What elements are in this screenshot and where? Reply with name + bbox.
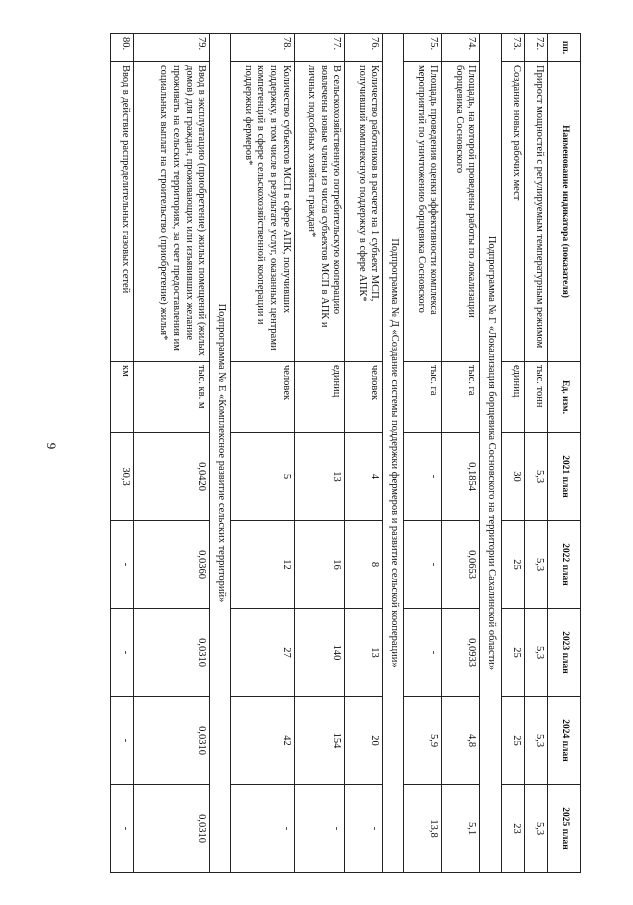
cell-plan-value: 25 <box>501 609 524 697</box>
cell-plan-value: 20 <box>345 697 383 785</box>
header-plan: 2024 план <box>548 697 581 785</box>
cell-name: Площадь, на которой проведены работы по локализации борщевика Сосновского <box>442 62 480 362</box>
cell-plan-value: 30 <box>501 433 524 521</box>
cell-plan-value: 5,3 <box>524 433 547 521</box>
cell-unit: единиц <box>294 362 345 433</box>
cell-plan-value: 0,0420 <box>134 433 210 521</box>
table-row <box>134 34 210 873</box>
cell-plan-value: 13,8 <box>404 785 442 873</box>
cell-plan-value: 0,0653 <box>442 521 480 609</box>
cell-plan-value: 5,3 <box>524 609 547 697</box>
cell-plan-value: 5,1 <box>442 785 480 873</box>
subprogram-title: Подпрограмма № Г «Локализация борщевика Сосновского на территории Сахалинской области» <box>480 34 501 873</box>
cell-plan-value: 0,0360 <box>134 521 210 609</box>
table-row <box>524 34 547 873</box>
cell-num: 80. <box>111 34 134 62</box>
cell-plan-value: - <box>294 785 345 873</box>
header-plan: 2021 план <box>548 433 581 521</box>
table-row <box>345 34 383 873</box>
cell-plan-value: 5,3 <box>524 697 547 785</box>
header-num: пп. <box>548 34 581 62</box>
cell-name: В сельскохозяйственную потребительскую кооперацию вовлечены новые члены из числа субъектов МСП в АПК и личных подсобных хозяйств граждан* <box>294 62 345 362</box>
cell-name: Количество работников в расчете на 1 субъект МСП, получивший комплексную поддержку в сфере АПК* <box>345 62 383 362</box>
table-row <box>231 34 294 873</box>
cell-plan-value: 12 <box>231 521 294 609</box>
cell-unit: тыс. га <box>404 362 442 433</box>
cell-plan-value: 5 <box>231 433 294 521</box>
cell-plan-value: - <box>345 785 383 873</box>
header-plan: 2022 план <box>548 521 581 609</box>
cell-plan-value: 13 <box>345 609 383 697</box>
table-row <box>111 34 134 873</box>
subprogram-row <box>210 34 231 873</box>
cell-num: 74. <box>442 34 480 62</box>
cell-num: 78. <box>231 34 294 62</box>
cell-plan-value: - <box>404 521 442 609</box>
cell-plan-value: 23 <box>501 785 524 873</box>
cell-name: Прирост мощностей с регулируемым температурным режимом <box>524 62 547 362</box>
page-number: 9 <box>44 442 59 450</box>
cell-plan-value: 4 <box>345 433 383 521</box>
subprogram-row <box>480 34 501 873</box>
cell-plan-value: 0,0310 <box>134 697 210 785</box>
subprogram-title: Подпрограмма № Д «Создание системы поддержки фермеров и развитие сельской кооперации» <box>383 34 404 873</box>
cell-plan-value: 5,9 <box>404 697 442 785</box>
cell-name: Количество субъектов МСП в сфере АПК, получивших поддержку, в том числе в результате услуг, оказанных центрами компетенций в сфере сельскохозяйственной кооперации и поддержки фермеров* <box>231 62 294 362</box>
cell-plan-value: 30,3 <box>111 433 134 521</box>
cell-plan-value: - <box>111 521 134 609</box>
cell-num: 75. <box>404 34 442 62</box>
header-unit: Ед. изм. <box>548 362 581 433</box>
table-row <box>501 34 524 873</box>
indicator-table <box>110 33 581 873</box>
cell-plan-value: 4,8 <box>442 697 480 785</box>
cell-unit: тыс. кв. м <box>134 362 210 433</box>
cell-plan-value: 0,1854 <box>442 433 480 521</box>
cell-num: 77. <box>294 34 345 62</box>
subprogram-title: Подпрограмма № Е «Комплексное развитие сельских территорий» <box>210 34 231 873</box>
cell-plan-value: 27 <box>231 609 294 697</box>
cell-name: Ввод в действие распределительных газовых сетей <box>111 62 134 362</box>
cell-plan-value: - <box>111 697 134 785</box>
cell-plan-value: 13 <box>294 433 345 521</box>
cell-plan-value: 0,0933 <box>442 609 480 697</box>
cell-num: 73. <box>501 34 524 62</box>
cell-unit: единиц <box>501 362 524 433</box>
cell-plan-value: - <box>111 785 134 873</box>
cell-num: 72. <box>524 34 547 62</box>
cell-plan-value: 16 <box>294 521 345 609</box>
cell-plan-value: 5,3 <box>524 785 547 873</box>
cell-plan-value: 154 <box>294 697 345 785</box>
cell-plan-value: - <box>111 609 134 697</box>
cell-unit: км <box>111 362 134 433</box>
header-plan: 2025 план <box>548 785 581 873</box>
cell-plan-value: 25 <box>501 521 524 609</box>
header-plan: 2023 план <box>548 609 581 697</box>
cell-name: Создание новых рабочих мест <box>501 62 524 362</box>
cell-plan-value: - <box>231 785 294 873</box>
header-name: Наименование индикатора (показателя) <box>548 62 581 362</box>
cell-unit: тыс. тонн <box>524 362 547 433</box>
cell-unit: человек <box>231 362 294 433</box>
cell-name: Ввод в эксплуатацию (приобретение) жилых помещений (жилых домов) для граждан, проживающих или изъявивших желание проживать на сельских территориях, за счет предоставления им социальных выплат на строительство (приобретение) жилья* <box>134 62 210 362</box>
table-header-row <box>548 34 581 873</box>
cell-plan-value: 0,0310 <box>134 609 210 697</box>
cell-plan-value: 8 <box>345 521 383 609</box>
cell-plan-value: 0,0310 <box>134 785 210 873</box>
cell-plan-value: 140 <box>294 609 345 697</box>
cell-plan-value: - <box>404 609 442 697</box>
cell-num: 79. <box>134 34 210 62</box>
table-row <box>442 34 480 873</box>
rotated-table-wrapper <box>110 33 581 872</box>
cell-unit: человек <box>345 362 383 433</box>
cell-plan-value: 42 <box>231 697 294 785</box>
table-row <box>404 34 442 873</box>
cell-plan-value: 25 <box>501 697 524 785</box>
cell-unit: тыс. га <box>442 362 480 433</box>
cell-name: Площадь проведения оценки эффективности комплекса мероприятий по уничтожению борщевика Сосновского <box>404 62 442 362</box>
subprogram-row <box>383 34 404 873</box>
cell-plan-value: 5,3 <box>524 521 547 609</box>
cell-num: 76. <box>345 34 383 62</box>
table-row <box>294 34 345 873</box>
cell-plan-value: - <box>404 433 442 521</box>
